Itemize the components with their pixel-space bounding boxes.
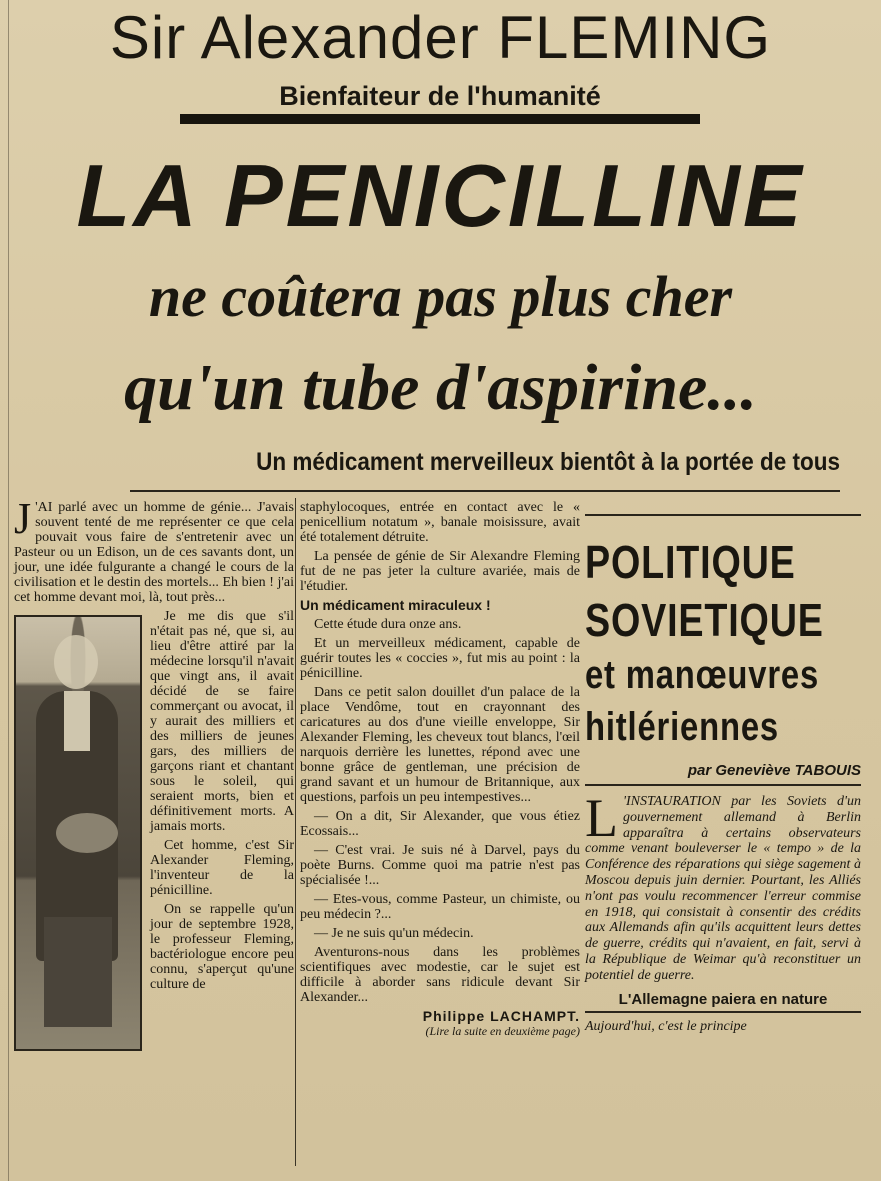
page-subtitle: Bienfaiteur de l'humanité — [279, 81, 601, 111]
article-paragraph: La pensée de génie de Sir Alexandre Fleming fut de ne pas jeter la culture avariée, mais de l'étudier. — [300, 549, 580, 594]
article-paragraph: — Etes-vous, comme Pasteur, un chimiste, ou peu médecin ?... — [300, 892, 580, 922]
column-separator — [295, 498, 296, 1166]
sidebar-byline: par Geneviève TABOUIS — [687, 762, 861, 779]
sidebar-title-word3: et manœuvres — [585, 653, 820, 697]
sidebar-dropcap: L — [585, 788, 618, 848]
article-dropcap: J — [14, 494, 32, 543]
photo-figure-legs — [44, 917, 112, 1027]
byline-rule — [585, 784, 861, 786]
article-paragraph: Et un merveilleux médicament, capable de guérir toutes les « coccies », fut mis au point : la pénicilline. — [300, 636, 580, 681]
headline-line3: qu'un tube d'aspirine... — [124, 351, 757, 424]
article-signature: Philippe LACHAMPT. — [422, 1008, 580, 1024]
photo-figure-shirt — [64, 691, 90, 751]
article-paragraph: Je me dis que s'il n'était pas né, que si, au lieu d'être attiré par la médecine lorsqu'il n'avait que vingt ans, il avait décidé de se faire commerçant ou avocat, il y aurait des milliers et des milliers de jeunes gars, des milliers de garçons riant et chantant sous le soleil, qui seraient morts, bien et définitivement morts. A jamais morts. — [150, 609, 294, 834]
sidebar-column — [585, 515, 861, 1034]
article-paragraph: On se rappelle qu'un jour de septembre 1928, le professeur Fleming, bactériologue encore peu connu, s'aperçut qu'une culture de — [150, 902, 294, 992]
subtitle-rule — [180, 114, 700, 124]
sidebar-title-word1: POLITIQUE — [585, 536, 796, 588]
sidebar-body — [585, 788, 861, 984]
headline-main: LA PENICILLINE — [76, 146, 805, 245]
article-column-1 — [14, 494, 294, 1055]
article-subhead: Un médicament miraculeux ! — [300, 597, 491, 613]
article-column-2 — [300, 500, 580, 1039]
article-paragraph: Cette étude dura onze ans. — [314, 617, 462, 632]
article-paragraph: Cet homme, c'est Sir Alexander Fleming, l'inventeur de la pénicilline. — [150, 838, 294, 898]
sidebar-tail: Aujourd'hui, c'est le principe — [585, 1018, 747, 1034]
fleming-photo — [14, 615, 142, 1051]
article-intro: 'AI parlé avec un homme de génie... J'avais souvent tenté de me représenter ce que cela pouvait vous faire de s'entretenir avec un Pasteur ou un Edison, un de ces savants dont, un jour, une idée fulgurante a changé le cours de la civilisation et le destin des mortels... Eh bien ! j'ai cet homme devant moi, là, tout près... — [14, 500, 294, 605]
photo-hat — [56, 813, 118, 853]
sidebar-body-text: 'INSTAURATION par les Soviets d'un gouvernement allemand à Berlin apparaîtra à certains observateurs comme venant bouleverser le « tempo » de la Conférence des réparations qui siège sagement à Moscou depuis juin dernier. Pourtant, les Alliés n'ont pas voulu recommencer l'erreur commise en 1918, qui consistait à consentir des crédits aux Allemands afin qu'ils acquittent leurs dettes de guerre, crédits qui n'avaient, en fait, servi à la République de Weimar qu'à reconstituer un potentiel de guerre. — [585, 794, 861, 983]
sidebar-title-word2: SOVIETIQUE — [585, 594, 824, 646]
article-paragraph: Dans ce petit salon douillet d'un palace de la place Vendôme, tout en crayonnant des caricatures au dos d'une vieille enveloppe, Sir Alexander Fleming, les cheveux tout blancs, l'œil narquois derrière les lunettes, répond avec une bonne grâce de gentleman, une précision de grand savant et un humour de Britannique, aux questions, parfois un peu intempestives... — [300, 685, 580, 805]
sidebar-title-word4: hitlériennes — [585, 705, 779, 749]
sidebar-subhead: L'Allemagne paiera en nature — [585, 992, 861, 1013]
continued-note: (Lire la suite en deuxième page) — [425, 1024, 580, 1038]
deck-rule — [130, 490, 840, 492]
article-paragraph: — On a dit, Sir Alexander, que vous étiez Ecossais... — [300, 809, 580, 839]
article-paragraph: — Je ne suis qu'un médecin. — [314, 926, 474, 941]
headline-deck: Un médicament merveilleux bientôt à la portée de tous — [256, 448, 840, 476]
article-paragraph: — C'est vrai. Je suis né à Darvel, pays du poète Burns. Comme quoi ma patrie n'est pas spécialisée !... — [300, 843, 580, 888]
article-paragraph: Aventurons-nous dans les problèmes scientifiques avec modestie, car le sujet est difficile à aborder sans ridicule devant Sir Alexander... — [300, 945, 580, 1005]
page-title: Sir Alexander FLEMING — [109, 4, 772, 71]
photo-figure-head — [54, 635, 98, 689]
headline-line2: ne coûtera pas plus cher — [148, 264, 733, 329]
article-paragraph: staphylocoques, entrée en contact avec le « penicellium notatum », banale moisissure, avait été totalement détruite. — [300, 500, 580, 545]
